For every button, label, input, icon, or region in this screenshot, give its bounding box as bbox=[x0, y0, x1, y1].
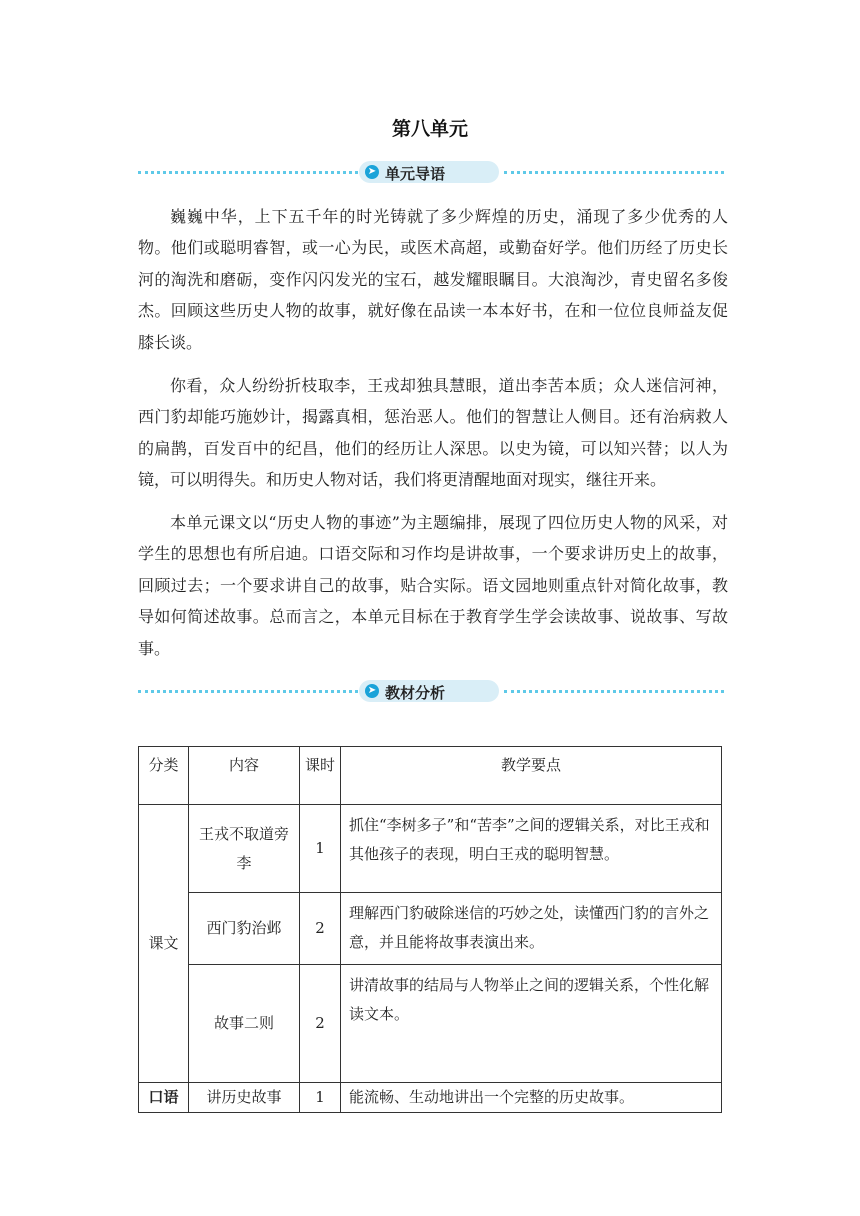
content-cell: 讲历史故事 bbox=[189, 1083, 300, 1113]
table-row bbox=[139, 893, 722, 965]
header-content: 内容 bbox=[189, 747, 300, 805]
intro-paragraph-2: 你看，众人纷纷折枝取李，王戎却独具慧眼，道出李苦本质；众人迷信河神，西门豹却能巧施妙计，揭露真相，惩治恶人。他们的智慧让人侧目。还有治病救人的扁鹊，百发百中的纪昌，他们的经历让人深思。以史为镜，可以知兴替；以人为镜，可以明得失。和历史人物对话，我们将更清醒地面对现实，继往开来。 bbox=[138, 376, 728, 490]
section-header-intro bbox=[138, 161, 724, 183]
hours-cell: 1 bbox=[300, 1083, 341, 1113]
divider-left bbox=[138, 690, 358, 693]
hours-cell: 2 bbox=[300, 965, 341, 1083]
hours-cell: 2 bbox=[300, 893, 341, 965]
chevron-right-icon: ➤ bbox=[365, 165, 379, 179]
category-cell: 口语 bbox=[139, 1083, 189, 1113]
hours-cell: 1 bbox=[300, 805, 341, 893]
content-cell: 故事二则 bbox=[189, 965, 300, 1083]
section-label: 教材分析 bbox=[385, 684, 446, 702]
table-row bbox=[139, 965, 722, 1083]
divider-left bbox=[138, 171, 358, 174]
section-pill bbox=[359, 680, 499, 702]
table-row bbox=[139, 1083, 722, 1113]
intro-paragraph-1: 巍巍中华，上下五千年的时光铸就了多少辉煌的历史，涌现了多少优秀的人物。他们或聪明睿智，或一心为民，或医术高超，或勤奋好学。他们历经了历史长河的淘洗和磨砺，变作闪闪发光的宝石，越发耀眼瞩目。大浪淘沙，青史留名多俊杰。回顾这些历史人物的故事，就好像在品读一本本好书，在和一位位良师益友促膝长谈。 bbox=[138, 207, 728, 352]
section-header-analysis bbox=[138, 680, 724, 702]
table-row bbox=[139, 805, 722, 893]
section-pill bbox=[359, 161, 499, 183]
divider-right bbox=[504, 171, 724, 174]
page-title: 第八单元 bbox=[391, 118, 468, 140]
chevron-right-icon: ➤ bbox=[365, 684, 379, 698]
points-cell: 抓住“李树多子”和“苦李”之间的逻辑关系，对比王戎和其他孩子的表现，明白王戎的聪明智慧。 bbox=[341, 805, 722, 893]
category-cell: 课文 bbox=[139, 805, 189, 1083]
table-header-row bbox=[139, 747, 722, 805]
points-cell: 讲清故事的结局与人物举止之间的逻辑关系，个性化解读文本。 bbox=[341, 965, 722, 1083]
divider-right bbox=[504, 690, 724, 693]
header-points: 教学要点 bbox=[341, 747, 722, 805]
points-cell: 理解西门豹破除迷信的巧妙之处，读懂西门豹的言外之意，并且能将故事表演出来。 bbox=[341, 893, 722, 965]
content-cell: 西门豹治邺 bbox=[189, 893, 300, 965]
intro-paragraph-3: 本单元课文以“历史人物的事迹”为主题编排，展现了四位历史人物的风采，对学生的思想也有所启迪。口语交际和习作均是讲故事，一个要求讲历史上的故事，回顾过去；一个要求讲自己的故事，贴合实际。语文园地则重点针对简化故事，教导如何简述故事。总而言之，本单元目标在于教育学生学会读故事、说故事、写故事。 bbox=[138, 513, 728, 658]
section-label: 单元导语 bbox=[385, 165, 446, 183]
header-hours: 课时 bbox=[300, 747, 341, 805]
points-cell: 能流畅、生动地讲出一个完整的历史故事。 bbox=[341, 1083, 722, 1113]
header-category: 分类 bbox=[139, 747, 189, 805]
analysis-table bbox=[138, 746, 722, 1113]
content-cell: 王戎不取道旁李 bbox=[189, 805, 300, 893]
